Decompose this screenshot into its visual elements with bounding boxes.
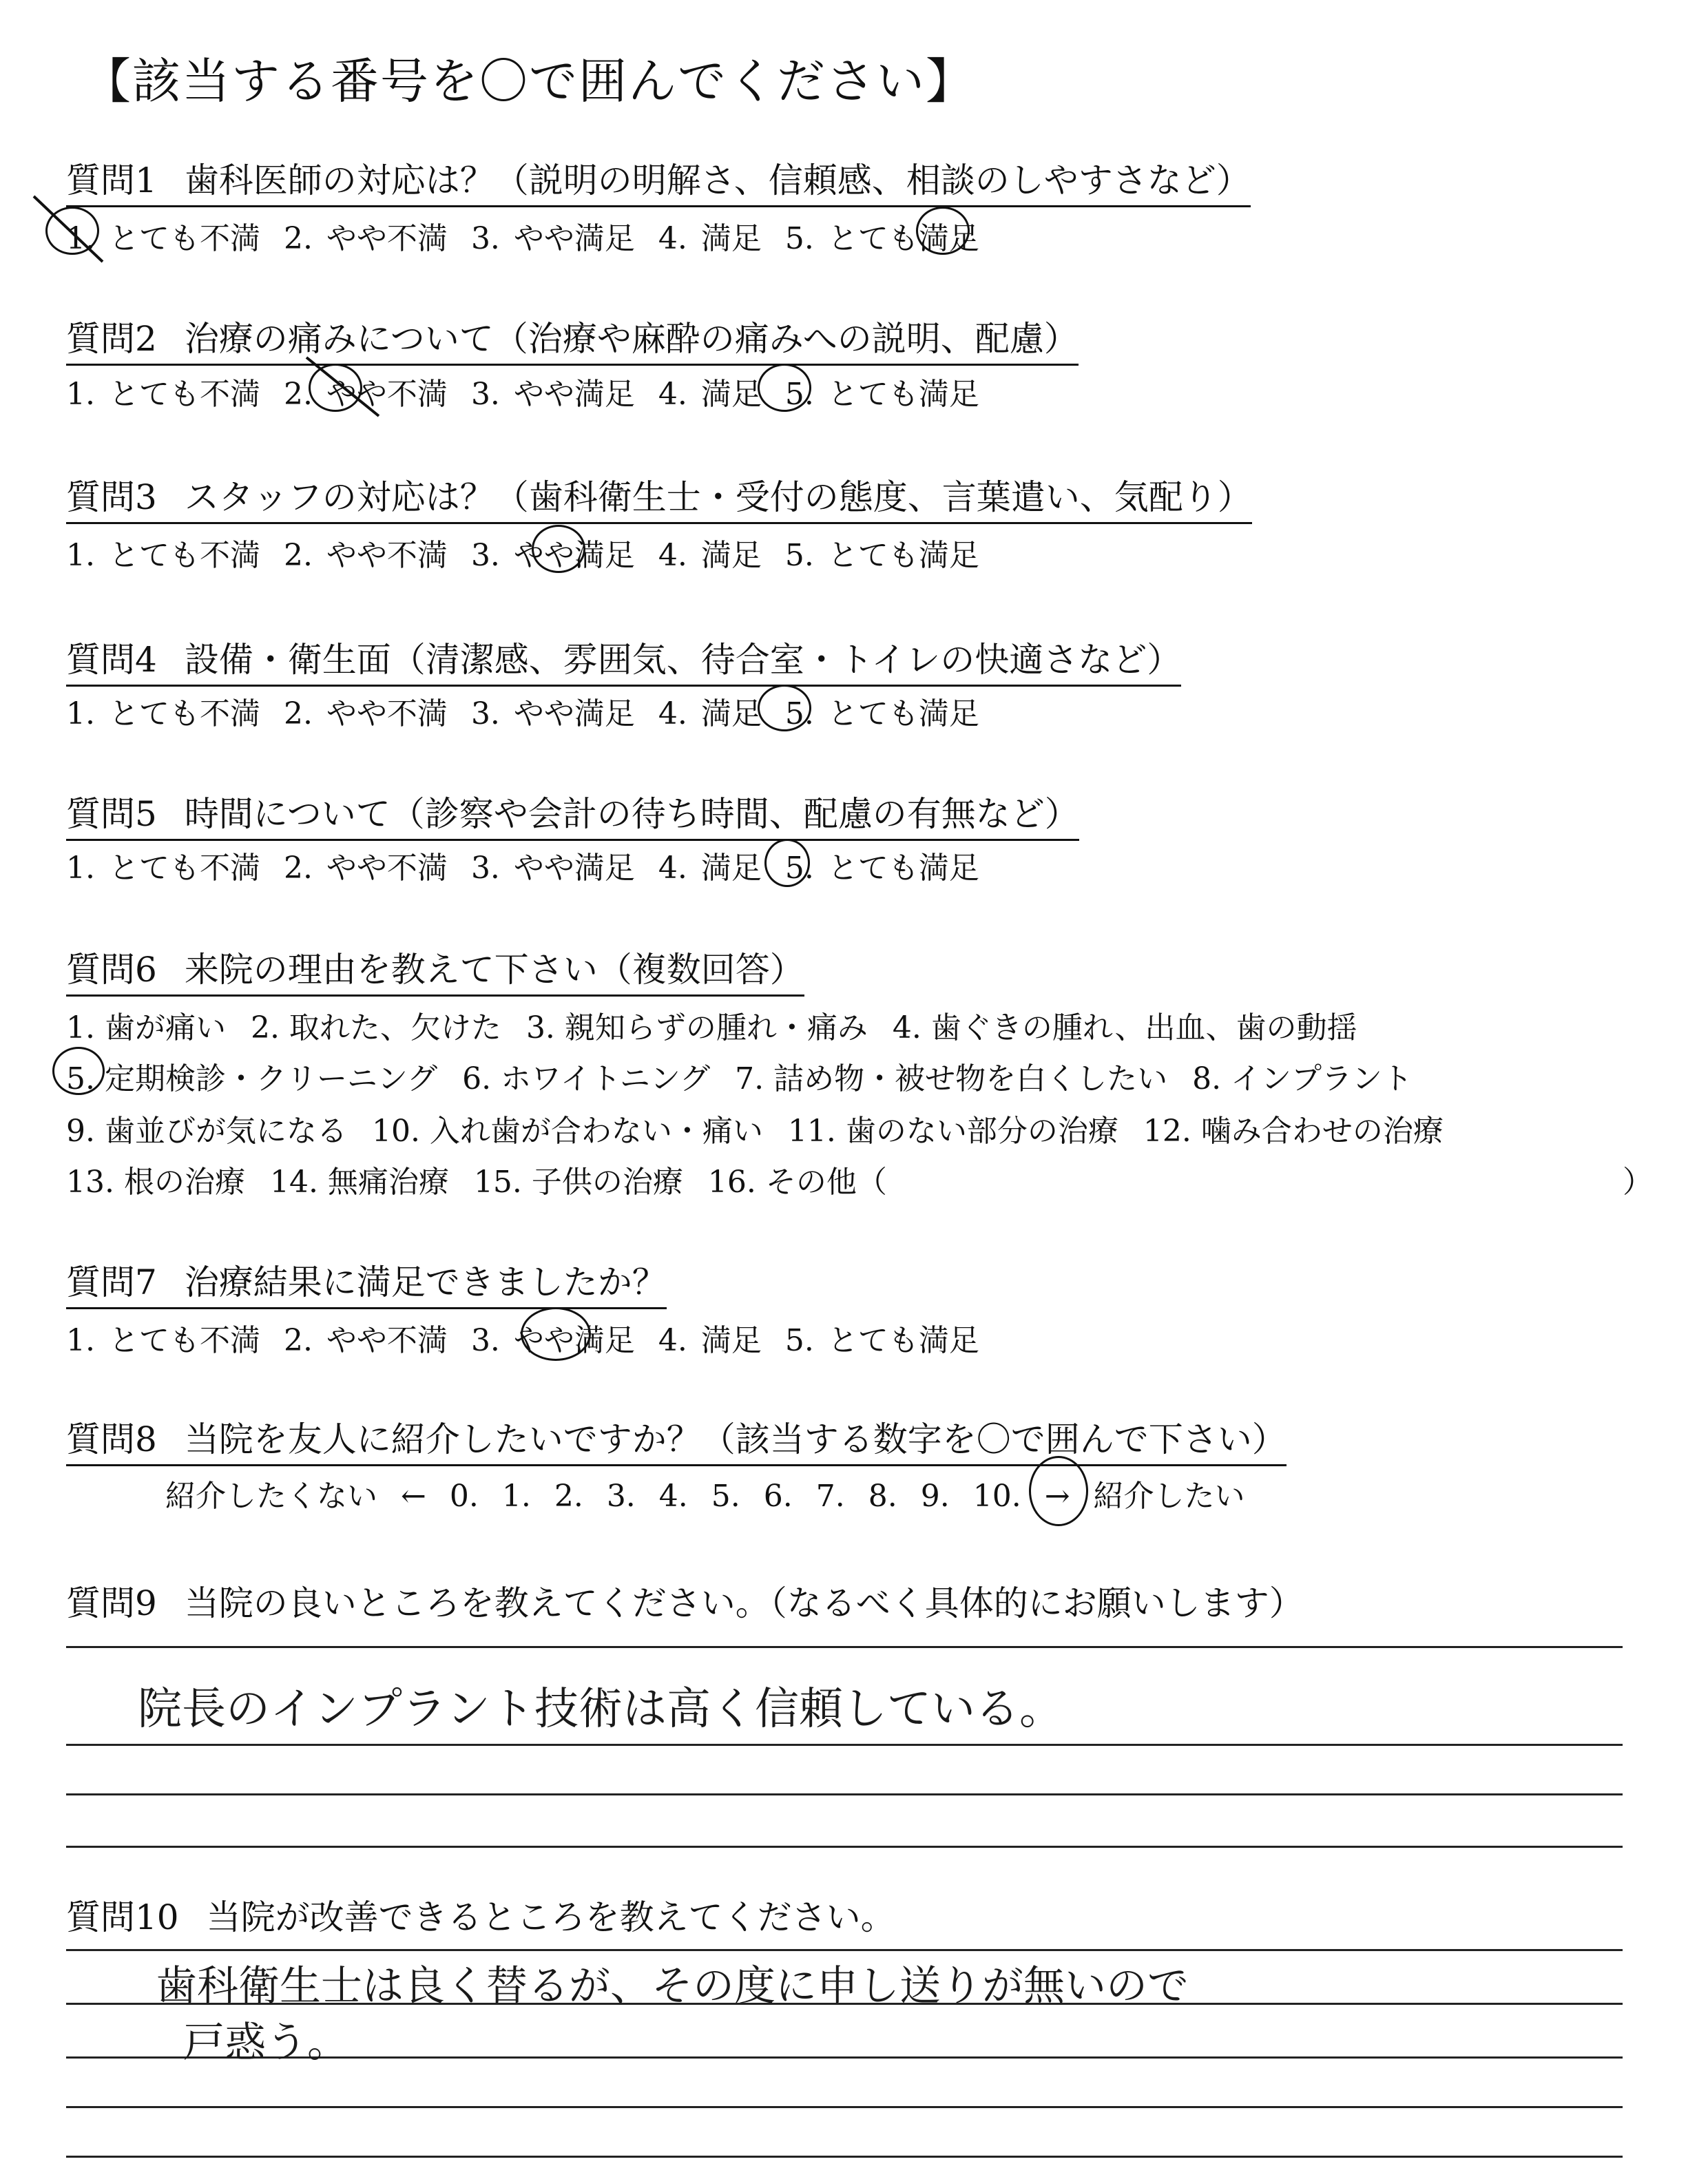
scale-right-label: → 紹介したい bbox=[1044, 1479, 1245, 1514]
answer-circle-q1 bbox=[916, 207, 970, 255]
option-5[interactable]: 5. とても満足 bbox=[784, 851, 979, 886]
reason-row-3[interactable] bbox=[66, 1106, 1468, 1150]
scale-3[interactable]: 3. bbox=[606, 1479, 636, 1514]
strike-mark-icon bbox=[303, 354, 386, 423]
option-5[interactable]: 5. とても満足 bbox=[784, 377, 979, 412]
q10-handwritten-answer-line1[interactable]: 歯科衛生士は良く替るが、その度に申し送りが無いので bbox=[156, 1962, 1189, 2010]
option-2[interactable]: 2. やや不満 bbox=[283, 696, 448, 731]
option-5[interactable]: 5. とても満足 bbox=[784, 696, 979, 731]
reason-3[interactable]: 3. 親知らずの腫れ・痛み bbox=[525, 1010, 868, 1045]
reason-5[interactable]: 5. 定期検診・クリーニング bbox=[66, 1061, 438, 1096]
scale-10[interactable]: 10. bbox=[972, 1479, 1021, 1514]
option-1[interactable]: 1. とても不満 bbox=[66, 696, 260, 731]
reason-4[interactable]: 4. 歯ぐきの腫れ、出血、歯の動揺 bbox=[892, 1010, 1357, 1045]
scale-9[interactable]: 9. bbox=[920, 1479, 950, 1514]
scale-7[interactable]: 7. bbox=[815, 1479, 845, 1514]
other-paren-close: ） bbox=[1623, 1165, 1653, 1200]
answer-circle-q2 bbox=[758, 364, 811, 412]
question-4-options[interactable] bbox=[66, 689, 1003, 733]
question-1 bbox=[66, 153, 1251, 207]
question-2-text: 治療の痛みについて（治療や麻酔の痛みへの説明、配慮） bbox=[184, 319, 1079, 359]
scale-6[interactable]: 6. bbox=[763, 1479, 793, 1514]
reason-8[interactable]: 8. インプラント bbox=[1192, 1061, 1413, 1096]
question-7-label: 質問7 bbox=[66, 1262, 157, 1302]
answer-line bbox=[66, 2156, 1623, 2158]
scale-2[interactable]: 2. bbox=[554, 1479, 583, 1514]
reason-row-4[interactable] bbox=[66, 1157, 912, 1201]
option-4[interactable]: 4. 満足 bbox=[658, 1323, 762, 1358]
option-4[interactable]: 4. 満足 bbox=[658, 538, 762, 573]
question-4-text: 設備・衛生面（清潔感、雰囲気、待合室・トイレの快適さなど） bbox=[184, 640, 1182, 680]
reason-13[interactable]: 13. 根の治療 bbox=[66, 1165, 245, 1200]
strike-mark-icon bbox=[30, 193, 113, 269]
reason-1[interactable]: 1. 歯が痛い bbox=[66, 1010, 226, 1045]
option-5[interactable]: 5. とても満足 bbox=[784, 538, 979, 573]
question-5-options[interactable] bbox=[66, 843, 1003, 887]
question-8-label: 質問8 bbox=[66, 1419, 157, 1459]
answer-line bbox=[66, 1744, 1623, 1746]
question-3 bbox=[66, 470, 1252, 524]
question-10 bbox=[66, 1890, 895, 1939]
question-2-options[interactable] bbox=[66, 369, 1003, 413]
question-5-text: 時間について（診察や会計の待ち時間、配慮の有無など） bbox=[184, 794, 1079, 834]
option-5[interactable]: 5. とても満足 bbox=[784, 1323, 979, 1358]
question-9 bbox=[66, 1576, 1304, 1625]
question-5-label: 質問5 bbox=[66, 794, 157, 834]
option-3[interactable]: 3. やや満足 bbox=[470, 1323, 635, 1358]
question-1-label: 質問1 bbox=[66, 160, 157, 200]
option-3[interactable]: 3. やや満足 bbox=[470, 538, 635, 573]
option-3[interactable]: 3. やや満足 bbox=[470, 377, 635, 412]
question-6-text: 来院の理由を教えて下さい（複数回答） bbox=[184, 950, 804, 990]
answer-line bbox=[66, 1949, 1623, 1951]
reason-15[interactable]: 15. 子供の治療 bbox=[473, 1165, 683, 1200]
question-5 bbox=[66, 787, 1079, 841]
reason-7[interactable]: 7. 詰め物・被せ物を白くしたい bbox=[735, 1061, 1168, 1096]
option-4[interactable]: 4. 満足 bbox=[658, 696, 762, 731]
answer-circle-q3 bbox=[532, 525, 585, 573]
scale-5[interactable]: 5. bbox=[711, 1479, 740, 1514]
q9-handwritten-answer[interactable]: 院長のインプラント技術は高く信頼している。 bbox=[138, 1684, 1063, 1735]
answer-circle-q7 bbox=[521, 1307, 591, 1361]
option-3[interactable]: 3. やや満足 bbox=[470, 851, 635, 886]
reason-9[interactable]: 9. 歯並びが気になる bbox=[66, 1114, 347, 1149]
question-4-label: 質問4 bbox=[66, 640, 157, 680]
question-8-text: 当院を友人に紹介したいですか？（該当する数字を〇で囲んで下さい） bbox=[184, 1419, 1287, 1459]
option-1[interactable]: 1. とても不満 bbox=[66, 221, 260, 256]
option-1[interactable]: 1. とても不満 bbox=[66, 851, 260, 886]
reason-2[interactable]: 2. 取れた、欠けた bbox=[250, 1010, 501, 1045]
question-10-label: 質問10 bbox=[66, 1897, 179, 1937]
reason-16[interactable]: 16. その他（ bbox=[707, 1165, 887, 1200]
question-3-text: スタッフの対応は？（歯科衛生士・受付の態度、言葉遣い、気配り） bbox=[184, 477, 1252, 517]
answer-line bbox=[66, 1846, 1623, 1848]
question-9-label: 質問9 bbox=[66, 1583, 157, 1623]
option-1[interactable]: 1. とても不満 bbox=[66, 1323, 260, 1358]
option-2[interactable]: 2. やや不満 bbox=[283, 221, 448, 256]
question-9-text: 当院の良いところを教えてください。（なるべく具体的にお願いします） bbox=[184, 1583, 1304, 1623]
option-2[interactable]: 2. やや不満 bbox=[283, 538, 448, 573]
scale-8[interactable]: 8. bbox=[868, 1479, 897, 1514]
answer-line bbox=[66, 1646, 1623, 1648]
form-title: 【該当する番号を〇で囲んでください】 bbox=[83, 53, 975, 110]
reason-6[interactable]: 6. ホワイトニング bbox=[462, 1061, 711, 1096]
option-2[interactable]: 2. やや不満 bbox=[283, 377, 448, 412]
question-1-text: 歯科医師の対応は？（説明の明解さ、信頼感、相談のしやすさなど） bbox=[184, 160, 1251, 200]
answer-circle-q5 bbox=[764, 839, 810, 887]
option-4[interactable]: 4. 満足 bbox=[658, 221, 762, 256]
question-7 bbox=[66, 1255, 667, 1309]
option-3[interactable]: 3. やや満足 bbox=[470, 221, 635, 256]
reason-row-2[interactable] bbox=[66, 1054, 1437, 1098]
option-2[interactable]: 2. やや不満 bbox=[283, 851, 448, 886]
question-3-label: 質問3 bbox=[66, 477, 157, 517]
option-1[interactable]: 1. とても不満 bbox=[66, 538, 260, 573]
answer-line bbox=[66, 1793, 1623, 1795]
reason-11[interactable]: 11. 歯のない部分の治療 bbox=[787, 1114, 1118, 1149]
option-3[interactable]: 3. やや満足 bbox=[470, 696, 635, 731]
question-6 bbox=[66, 942, 804, 997]
answer-circle-q8 bbox=[1029, 1456, 1088, 1526]
scale-1[interactable]: 1. bbox=[501, 1479, 531, 1514]
answer-circle-q4 bbox=[758, 685, 811, 731]
option-5[interactable]: 5. とても満足 bbox=[784, 221, 979, 256]
option-1[interactable]: 1. とても不満 bbox=[66, 377, 260, 412]
question-10-text: 当院が改善できるところを教えてください。 bbox=[206, 1897, 895, 1937]
reason-row-1[interactable] bbox=[66, 1003, 1382, 1047]
question-6-label: 質問6 bbox=[66, 950, 157, 990]
question-7-text: 治療結果に満足できましたか？ bbox=[184, 1262, 667, 1302]
question-4 bbox=[66, 632, 1181, 687]
scale-4[interactable]: 4. bbox=[658, 1479, 688, 1514]
question-2 bbox=[66, 311, 1079, 366]
answer-line bbox=[66, 2106, 1623, 2108]
scale-left-label: 紹介したくない ← bbox=[165, 1479, 426, 1514]
option-4[interactable]: 4. 満足 bbox=[658, 851, 762, 886]
scale-0[interactable]: 0. bbox=[449, 1479, 479, 1514]
reason-12[interactable]: 12. 噛み合わせの治療 bbox=[1143, 1114, 1444, 1149]
q10-handwritten-answer-line2[interactable]: 戸惑う。 bbox=[183, 2019, 348, 2067]
option-2[interactable]: 2. やや不満 bbox=[283, 1323, 448, 1358]
reason-10[interactable]: 10. 入れ歯が合わない・痛い bbox=[371, 1114, 763, 1149]
question-8 bbox=[66, 1412, 1287, 1466]
question-2-label: 質問2 bbox=[66, 319, 157, 359]
answer-circle-q6 bbox=[52, 1047, 105, 1095]
question-1-options[interactable] bbox=[66, 213, 1003, 258]
option-4[interactable]: 4. 満足 bbox=[658, 377, 762, 412]
reason-14[interactable]: 14. 無痛治療 bbox=[269, 1165, 449, 1200]
